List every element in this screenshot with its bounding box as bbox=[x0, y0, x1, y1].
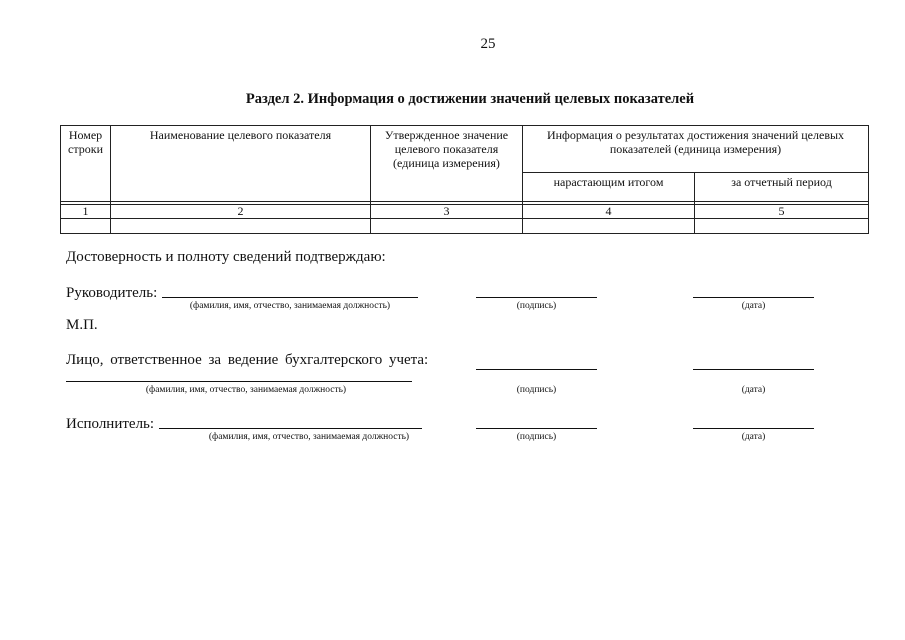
column-number: 4 bbox=[523, 205, 695, 219]
head-date-caption: (дата) bbox=[741, 301, 766, 311]
header-approved-value: Утвержденное значение целевого показателя (единица измерения) bbox=[371, 126, 523, 202]
executor-signature-line[interactable] bbox=[476, 428, 597, 429]
head-name-line[interactable] bbox=[162, 297, 418, 298]
head-label: Руководитель: bbox=[66, 285, 158, 301]
accountant-name-caption: (фамилия, имя, отчество, занимаемая должность) bbox=[145, 385, 347, 395]
accountant-signature-caption: (подпись) bbox=[516, 385, 557, 395]
header-results-info: Информация о результатах достижения значений целевых показателей (единица измерения) bbox=[523, 126, 869, 173]
head-signature-caption: (подпись) bbox=[516, 301, 557, 311]
accountant-label: Лицо, ответственное за ведение бухгалтерского учета: bbox=[66, 352, 429, 368]
stamp-label: М.П. bbox=[66, 317, 98, 333]
indicators-table bbox=[60, 125, 869, 234]
confirmation-text: Достоверность и полноту сведений подтверждаю: bbox=[66, 249, 386, 265]
accountant-date-caption: (дата) bbox=[741, 385, 766, 395]
executor-signature-caption: (подпись) bbox=[516, 432, 557, 442]
section-title: Раздел 2. Информация о достижении значений целевых показателей bbox=[245, 91, 695, 107]
table-cell[interactable] bbox=[61, 219, 111, 234]
header-cumulative: нарастающим итогом bbox=[523, 173, 695, 202]
accountant-signature-line[interactable] bbox=[476, 369, 597, 370]
header-indicator-name: Наименование целевого показателя bbox=[111, 126, 371, 202]
executor-name-caption: (фамилия, имя, отчество, занимаемая должность) bbox=[208, 432, 410, 442]
table-cell[interactable] bbox=[695, 219, 869, 234]
column-number: 5 bbox=[695, 205, 869, 219]
accountant-date-line[interactable] bbox=[693, 369, 814, 370]
column-number: 2 bbox=[111, 205, 371, 219]
table-cell[interactable] bbox=[523, 219, 695, 234]
column-number: 1 bbox=[61, 205, 111, 219]
head-date-line[interactable] bbox=[693, 297, 814, 298]
executor-date-caption: (дата) bbox=[741, 432, 766, 442]
table-cell[interactable] bbox=[111, 219, 371, 234]
executor-label: Исполнитель: bbox=[66, 416, 155, 432]
table-cell[interactable] bbox=[371, 219, 523, 234]
page-number: 25 bbox=[480, 36, 496, 52]
header-row-number: Номер строки bbox=[61, 126, 111, 202]
executor-date-line[interactable] bbox=[693, 428, 814, 429]
column-number: 3 bbox=[371, 205, 523, 219]
executor-name-line[interactable] bbox=[159, 428, 422, 429]
head-signature-line[interactable] bbox=[476, 297, 597, 298]
header-reporting-period: за отчетный период bbox=[695, 173, 869, 202]
accountant-name-line[interactable] bbox=[66, 381, 412, 382]
head-name-caption: (фамилия, имя, отчество, занимаемая должность) bbox=[189, 301, 391, 311]
